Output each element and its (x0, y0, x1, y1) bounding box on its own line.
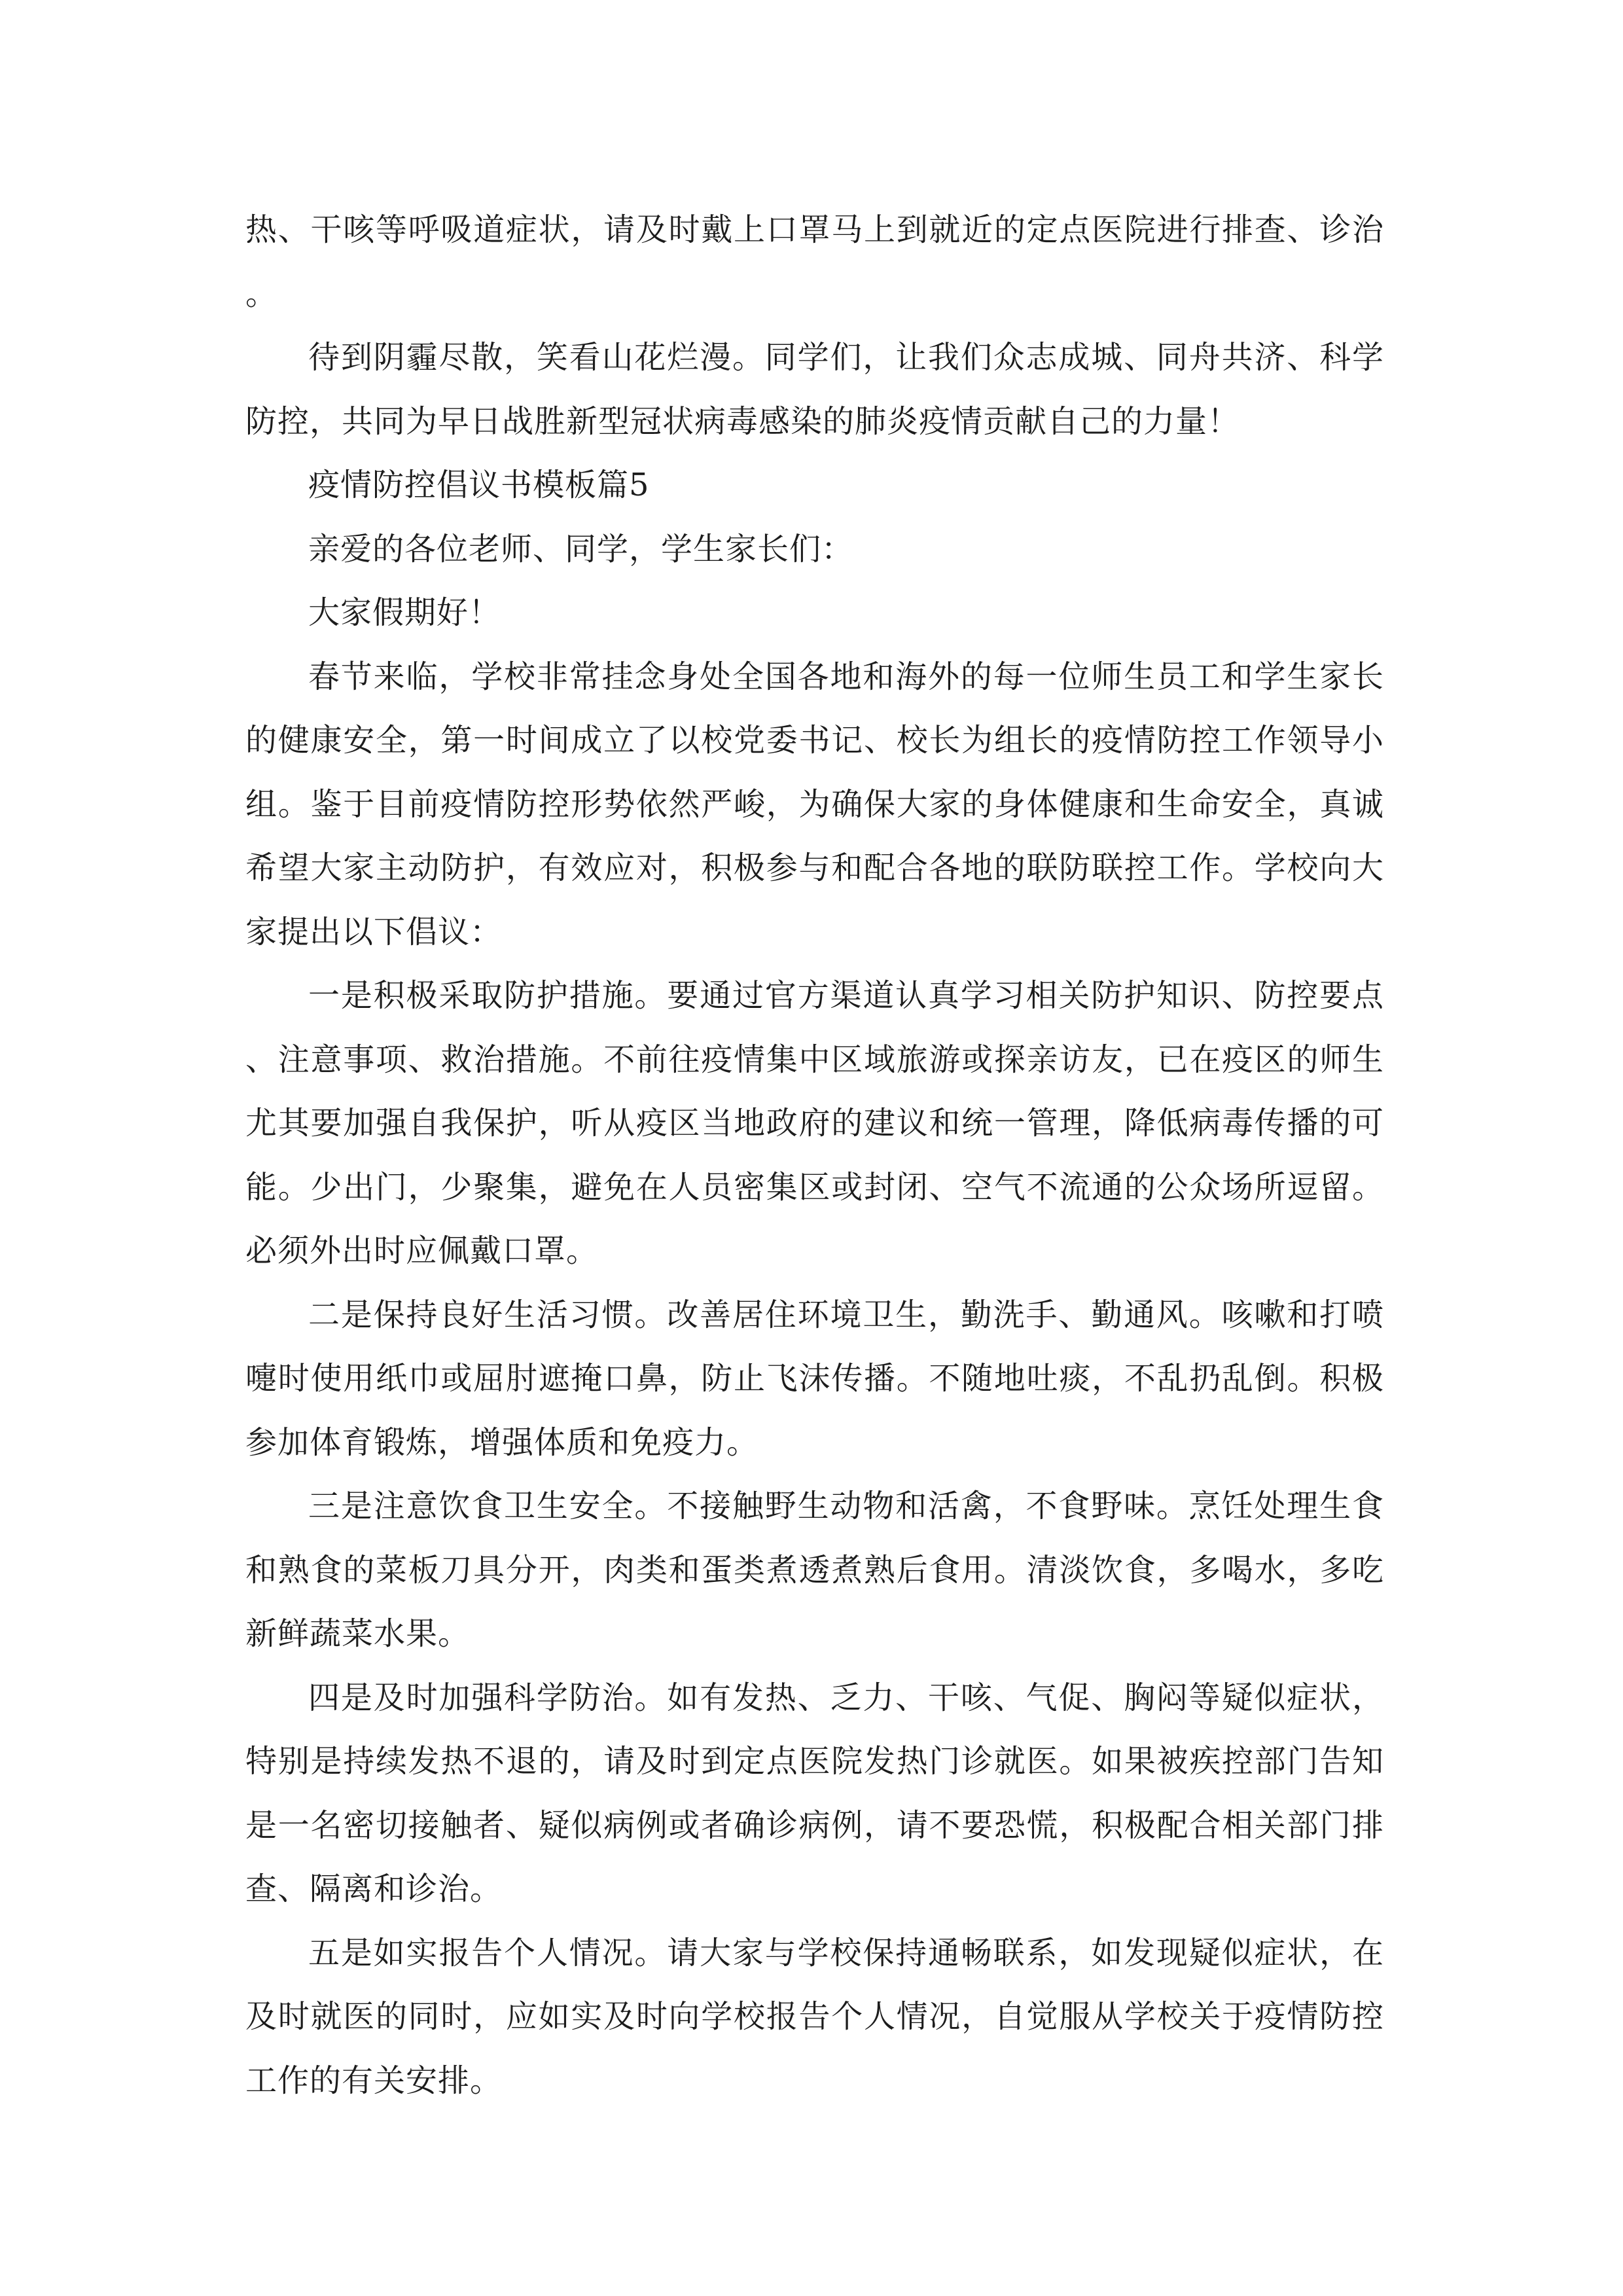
proposal-item-2: 二是保持良好生活习惯。改善居住环境卫生，勤洗手、勤通风。咳嗽和打喷嚏时使用纸巾或屈肘遮掩口鼻，防止飞沫传播。不随地吐痰，不乱扔乱倒。积极参加体育锻炼，增强体质和免疫力。 (245, 1296, 1384, 1461)
proposal-item-5: 五是如实报告个人情况。请大家与学校保持通畅联系，如发现疑似症状，在及时就医的同时，应如实及时向学校报告个人情况，自觉服从学校关于疫情防控工作的有关安排。 (245, 1934, 1384, 2099)
salutation: 亲爱的各位老师、同学，学生家长们： (308, 530, 854, 567)
proposal-item-4: 四是及时加强科学防治。如有发热、乏力、干咳、气促、胸闷等疑似症状，特别是持续发热不退的，请及时到定点医院发热门诊就医。如果被疾控部门告知是一名密切接触者、疑似病例或者确诊病例，请不要恐慌，积极配合相关部门排查、隔离和诊治。 (245, 1679, 1384, 1907)
section-heading: 疫情防控倡议书模板篇5 (308, 467, 650, 503)
greeting: 大家假期好！ (308, 594, 501, 631)
proposal-item-1: 一是积极采取防护措施。要通过官方渠道认真学习相关防护知识、防控要点、注意事项、救治措施。不前往疫情集中区域旅游或探亲访友，已在疫区的师生尤其要加强自我保护，听从疫区当地政府的建议和统一管理，降低病毒传播的可能。少出门，少聚集，避免在人员密集区或封闭、空气不流通的公众场所逗留。必须外出时应佩戴口罩。 (245, 977, 1384, 1269)
continued-paragraph: 热、干咳等呼吸道症状，请及时戴上口罩马上到就近的定点医院进行排查、诊治。 (245, 211, 1384, 312)
intro-paragraph: 春节来临，学校非常挂念身处全国各地和海外的每一位师生员工和学生家长的健康安全，第一时间成立了以校党委书记、校长为组长的疫情防控工作领导小组。鉴于目前疫情防控形势依然严峻，为确保大家的身体健康和生命安全，真诚希望大家主动防护，有效应对，积极参与和配合各地的联防联控工作。学校向大家提出以下倡议： (245, 658, 1384, 950)
proposal-item-3: 三是注意饮食卫生安全。不接触野生动物和活禽，不食野味。烹饪处理生食和熟食的菜板刀具分开，肉类和蛋类煮透煮熟后食用。清淡饮食，多喝水，多吃新鲜蔬菜水果。 (245, 1488, 1384, 1652)
document-body (245, 198, 1384, 2113)
closing-paragraph: 待到阴霾尽散，笑看山花烂漫。同学们，让我们众志成城、同舟共济、科学防控，共同为早日战胜新型冠状病毒感染的肺炎疫情贡献自己的力量！ (245, 339, 1384, 440)
